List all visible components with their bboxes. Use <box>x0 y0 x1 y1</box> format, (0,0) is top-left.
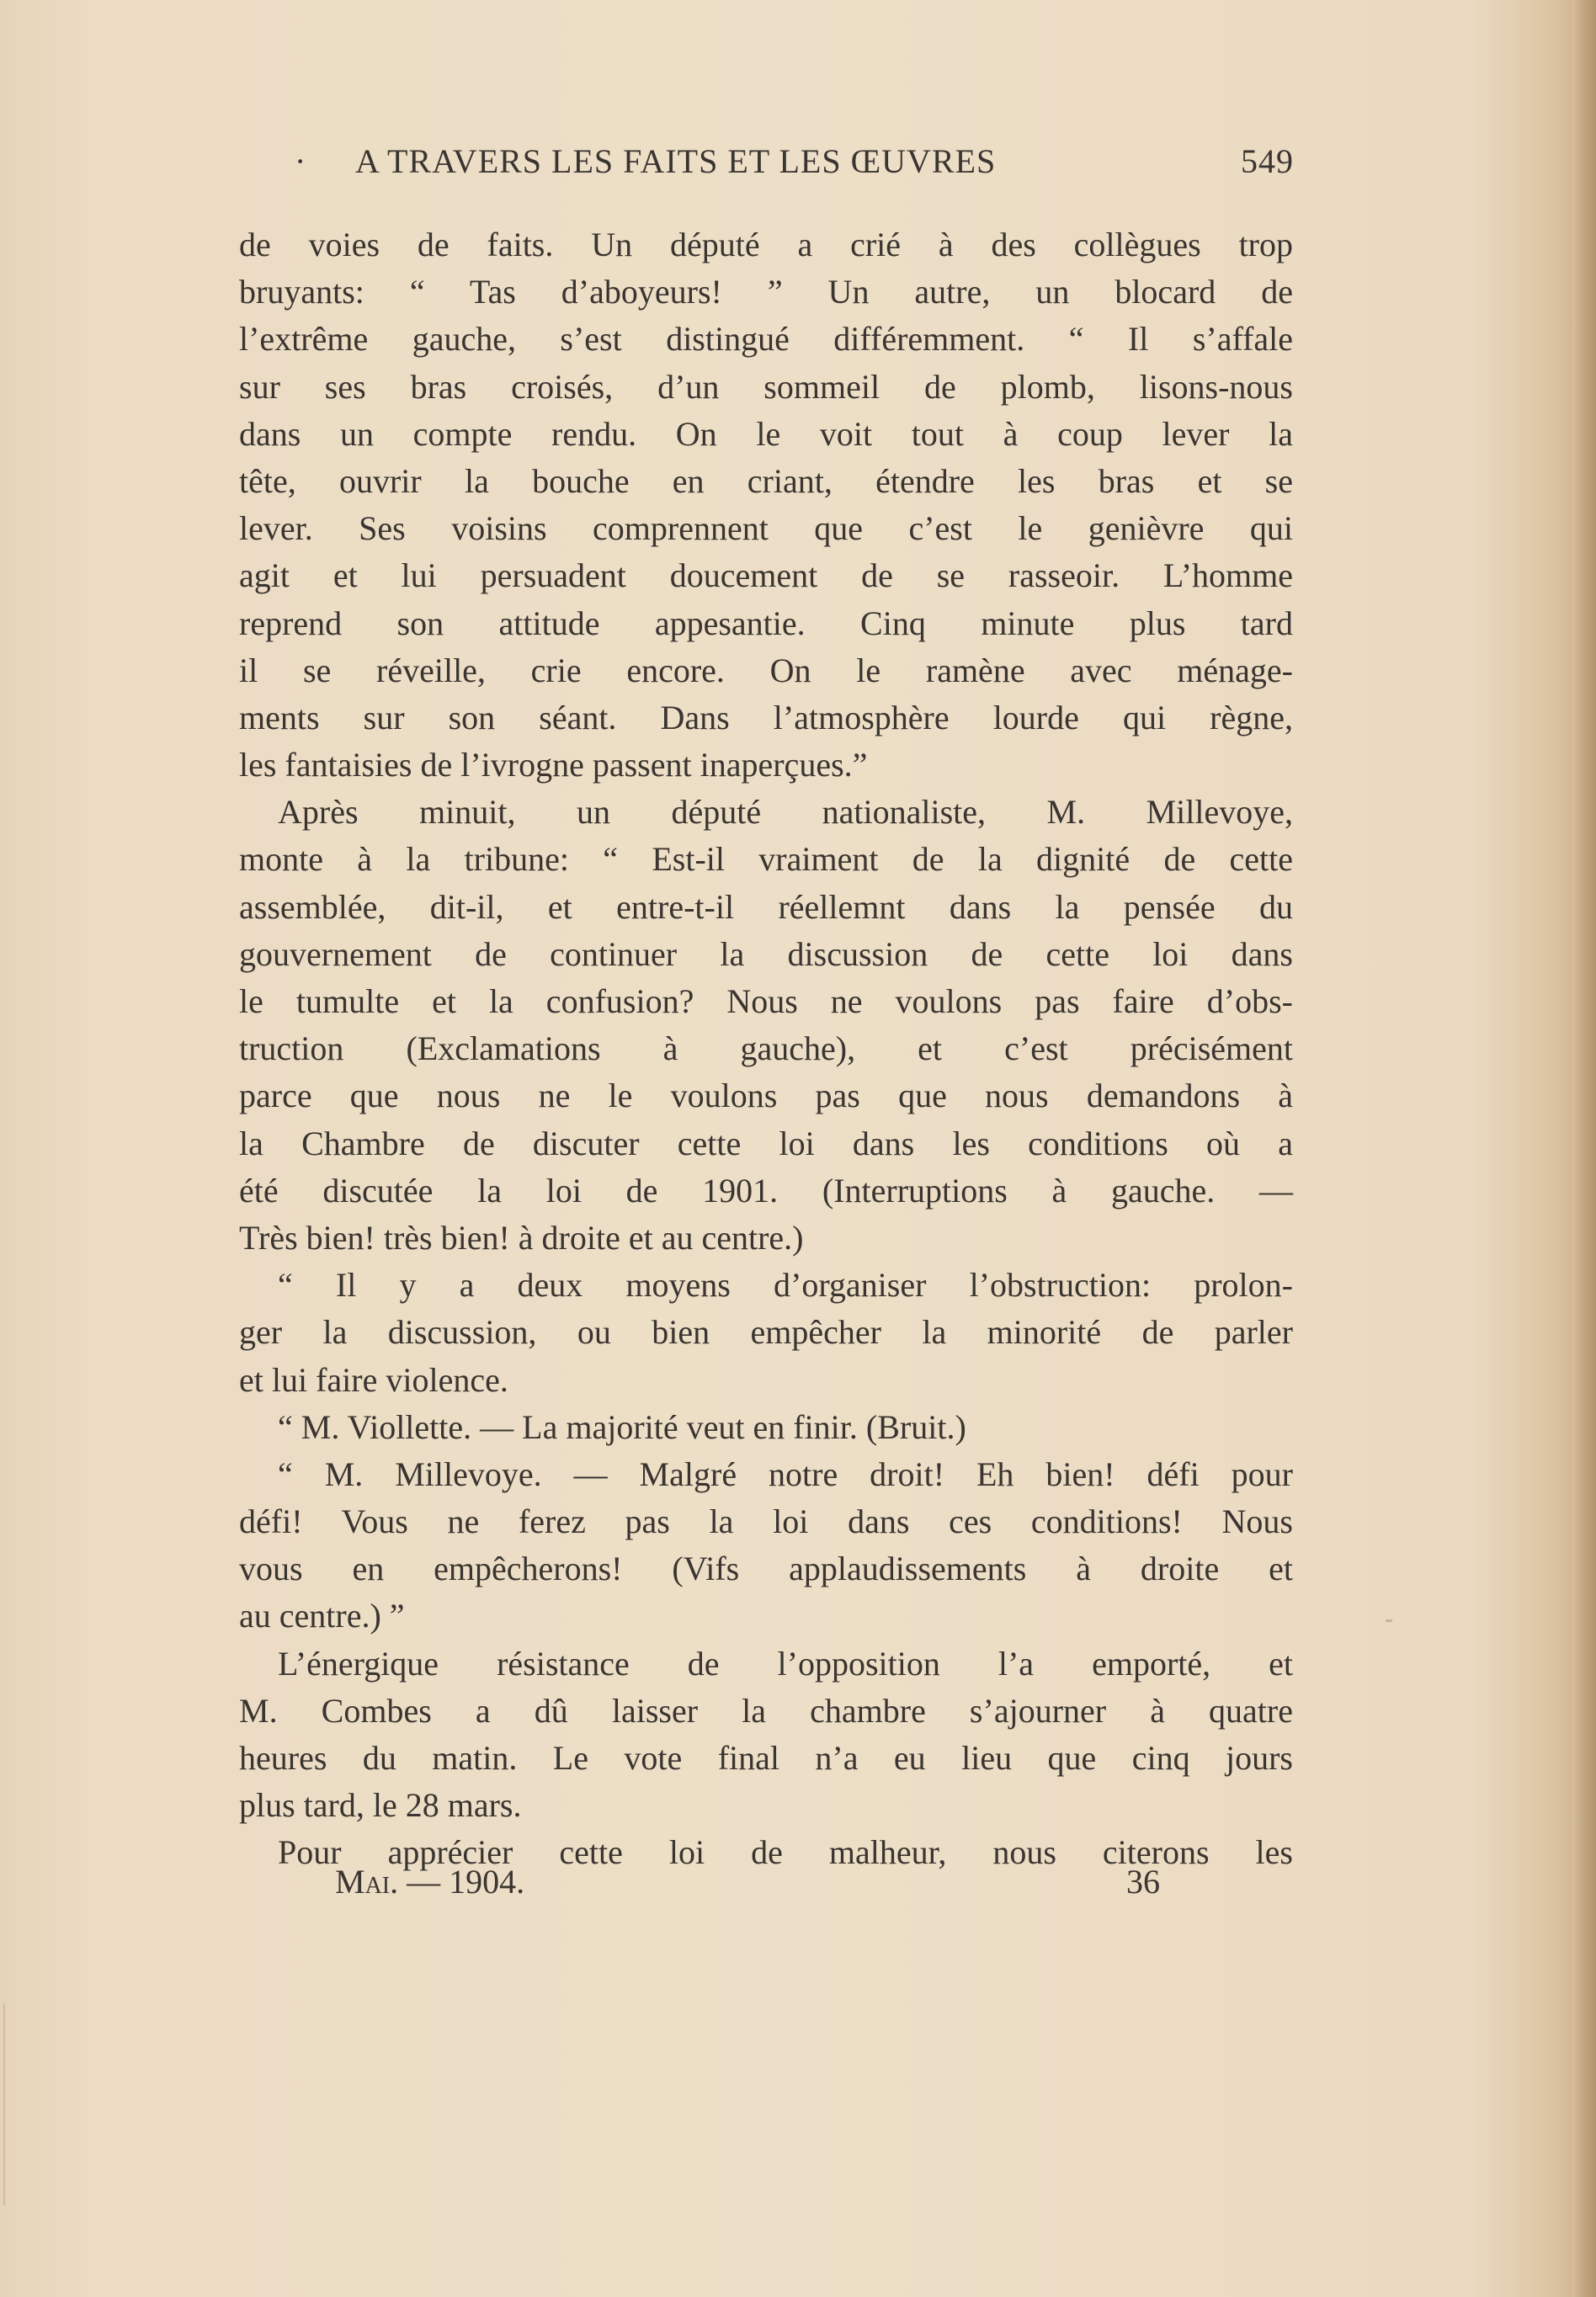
text-line: ments sur son séant. Dans l’atmosphère lourde qui règne, <box>239 698 1293 736</box>
paper-speck <box>3 2003 5 2205</box>
text-line: plus tard, le 28 mars. <box>239 1786 522 1825</box>
running-title: A TRAVERS LES FAITS ET LES ŒUVRES <box>355 142 997 180</box>
text-line: M. Combes a dû laisser la chambre s’ajourner à quatre <box>239 1691 1293 1730</box>
page-number: 549 <box>1241 142 1294 180</box>
text-line: Très bien! très bien! à droite et au centre.) <box>239 1218 804 1257</box>
text-line: le tumulte et la confusion? Nous ne voulons pas faire d’obs- <box>239 982 1293 1020</box>
text-line: L’énergique résistance de l’opposition l’a emporté, et <box>278 1644 1293 1683</box>
text-line: ger la discussion, ou bien empêcher la minorité de parler <box>239 1313 1293 1352</box>
body-text <box>239 221 1293 1877</box>
text-line: “ M. Millevoye. — Malgré notre droit! Eh bien! défi pour <box>278 1454 1293 1493</box>
text-line: reprend son attitude appesantie. Cinq minute plus tard <box>239 603 1293 642</box>
text-line: de voies de faits. Un député a crié à des collègues trop <box>239 226 1293 263</box>
page-footer <box>335 1862 1177 1909</box>
text-line: heures du matin. Le vote final n’a eu lieu que cinq jours <box>239 1739 1293 1777</box>
page-edge-shadow <box>1572 0 1596 2297</box>
paper-speck <box>1386 1619 1392 1622</box>
text-line: Pour apprécier cette loi de malheur, nous citerons les <box>278 1833 1293 1872</box>
text-line: gouvernement de continuer la discussion de cette loi dans <box>239 934 1293 973</box>
text-line: assemblée, dit-il, et entre-t-il réellemnt dans la pensée du <box>239 887 1293 926</box>
text-line: parce que nous ne le voulons pas que nous demandons à <box>239 1077 1293 1115</box>
text-line: dans un compte rendu. On le voit tout à coup lever la <box>239 414 1293 453</box>
text-line: la Chambre de discuter cette loi dans les conditions où a <box>239 1124 1293 1162</box>
text-line: “ M. Viollette. — La majorité veut en finir. (Bruit.) <box>278 1407 966 1446</box>
text-line: sur ses bras croisés, d’un sommeil de plomb, lisons-nous <box>239 367 1293 406</box>
text-line: l’extrême gauche, s’est distingué différemment. “ Il s’affale <box>239 320 1293 359</box>
text-line: défi! Vous ne ferez pas la loi dans ces conditions! Nous <box>239 1502 1293 1541</box>
issue-date: Mai. — 1904. <box>335 1863 525 1901</box>
text-line: agit et lui persuadent doucement de se rasseoir. L’homme <box>239 556 1293 595</box>
text-line: les fantaisies de l’ivrogne passent inaperçues.” <box>239 746 868 784</box>
text-line: il se réveille, crie encore. On le ramène avec ménage- <box>239 651 1293 689</box>
text-line: tête, ouvrir la bouche en criant, étendre les bras et se <box>239 461 1293 500</box>
text-line: bruyants: “ Tas d’aboyeurs! ” Un autre, un blocard de <box>239 273 1293 311</box>
text-line: été discutée la loi de 1901. (Interruptions à gauche. — <box>239 1171 1293 1210</box>
text-line: “ Il y a deux moyens d’organiser l’obstruction: prolon- <box>278 1266 1293 1305</box>
signature-number: 36 <box>1126 1863 1160 1901</box>
running-header <box>295 141 1305 192</box>
header-dot: · <box>295 142 307 180</box>
text-line: Après minuit, un député nationaliste, M. Millevoye, <box>278 793 1293 832</box>
text-line: au centre.) ” <box>239 1597 405 1635</box>
text-line: et lui faire violence. <box>239 1360 508 1399</box>
text-line: vous en empêcherons! (Vifs applaudissements à droite et <box>239 1550 1293 1588</box>
text-line: lever. Ses voisins comprennent que c’est le genièvre qui <box>239 509 1293 548</box>
text-line: monte à la tribune: “ Est-il vraiment de la dignité de cette <box>239 840 1293 879</box>
text-line: truction (Exclamations à gauche), et c’est précisément <box>239 1029 1293 1068</box>
